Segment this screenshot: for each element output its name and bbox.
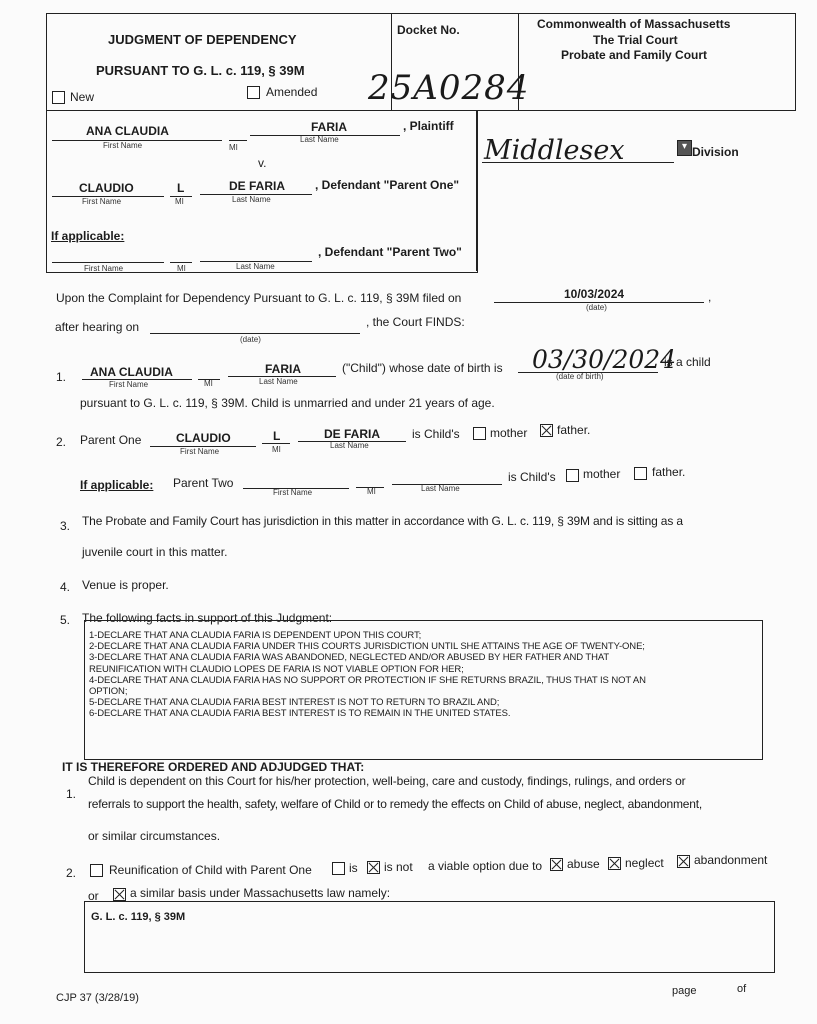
amended-label: Amended	[266, 85, 318, 99]
p1-mi: L	[273, 429, 281, 443]
form-title: JUDGMENT OF DEPENDENCY	[108, 32, 297, 47]
division-label: Division	[692, 145, 739, 159]
parent-one-last-name: DE FARIA	[229, 179, 286, 193]
f3-line1: The Probate and Family Court has jurisdiction in this matter in accordance with G. L. c. 119, § 39M and is sitting as a	[82, 514, 683, 528]
fact-line: REUNIFICATION WITH CLAUDIO LOPES DE FARIA IS NOT VIABLE OPTION FOR HER;	[89, 663, 464, 675]
page-label: page	[672, 985, 697, 997]
parent-two-role: , Defendant "Parent Two"	[318, 245, 462, 259]
similar-basis-checkbox[interactable]	[113, 888, 126, 901]
f1-text-b: is a child	[664, 355, 711, 369]
division-dropdown-icon[interactable]: ▾	[677, 140, 692, 156]
p2-father-checkbox[interactable]	[634, 467, 647, 480]
filed-date: 10/03/2024	[564, 287, 625, 301]
form-id: CJP 37 (3/28/19)	[56, 992, 139, 1004]
child-last-name: FARIA	[265, 362, 301, 376]
fact-line: 3-DECLARE THAT ANA CLAUDIA FARIA WAS ABANDONED, NEGLECTED AND/OR ABUSED BY HER FATHER AND THAT	[89, 652, 610, 664]
court-name-line3: Probate and Family Court	[561, 48, 708, 62]
f3-line2: juvenile court in this matter.	[82, 545, 228, 559]
o1-line2: referrals to support the health, safety, welfare of Child or to remedy the effects on Child of abuse, neglect, abandonment,	[88, 797, 702, 811]
orders-heading: IT IS THEREFORE ORDERED AND ADJUDGED THAT:	[62, 760, 365, 774]
versus: v.	[258, 156, 267, 170]
fact-line: 5-DECLARE THAT ANA CLAUDIA FARIA BEST INTEREST IS NOT TO RETURN TO BRAZIL AND;	[89, 697, 500, 709]
o2-text: Reunification of Child with Parent One	[109, 863, 312, 877]
fact-line: 4-DECLARE THAT ANA CLAUDIA FARIA HAS NO SUPPORT OR PROTECTION IF SHE RETURNS BRAZIL, THUS THAT IS NOT AN	[89, 674, 646, 686]
docket-label: Docket No.	[397, 23, 460, 37]
f1-line2: pursuant to G. L. c. 119, § 39M. Child is unmarried and under 21 years of age.	[80, 396, 495, 410]
child-dob: 03/30/2024	[532, 345, 677, 374]
neglect-checkbox[interactable]	[608, 857, 621, 870]
intro-line2-prefix: after hearing on	[55, 320, 140, 334]
child-first-name: ANA CLAUDIA	[90, 365, 173, 379]
parent-one-role: , Defendant "Parent One"	[315, 178, 460, 192]
amended-checkbox[interactable]	[247, 86, 260, 99]
p1-father-checkbox[interactable]	[540, 424, 553, 437]
parent-one-first-name: CLAUDIO	[79, 181, 134, 195]
f1-text-a: ("Child") whose date of birth is	[342, 361, 503, 375]
o1-line3: or similar circumstances.	[88, 829, 221, 843]
fact-line: 6-DECLARE THAT ANA CLAUDIA FARIA BEST INTEREST IS TO REMAIN IN THE UNITED STATES.	[89, 708, 511, 720]
basis-box[interactable]	[84, 901, 775, 973]
plaintiff-role: , Plaintiff	[403, 119, 454, 133]
intro-line2-suffix: , the Court FINDS:	[366, 315, 465, 329]
form-subtitle: PURSUANT TO G. L. c. 119, § 39M	[96, 63, 305, 78]
fact-line: 1-DECLARE THAT ANA CLAUDIA FARIA IS DEPENDENT UPON THIS COURT;	[89, 630, 422, 641]
p2-mother-checkbox[interactable]	[566, 469, 579, 482]
court-name-line1: Commonwealth of Massachusetts	[537, 17, 731, 31]
plaintiff-first-name: ANA CLAUDIA	[86, 124, 169, 138]
abuse-checkbox[interactable]	[550, 858, 563, 871]
p1-mother-checkbox[interactable]	[473, 427, 486, 440]
parent-one-mi: L	[177, 181, 185, 195]
fact-line: OPTION;	[89, 686, 128, 698]
is-checkbox[interactable]	[332, 862, 345, 875]
basis-text: G. L. c. 119, § 39M	[91, 911, 186, 923]
division-handwritten: Middlesex	[484, 135, 625, 166]
docket-number: 25A0284	[368, 68, 530, 108]
of-label: of	[737, 983, 747, 995]
abandonment-checkbox[interactable]	[677, 855, 690, 868]
if-applicable-label: If applicable:	[51, 229, 125, 243]
is-not-checkbox[interactable]	[367, 861, 380, 874]
f4-text: Venue is proper.	[82, 578, 169, 592]
new-label: New	[70, 90, 95, 104]
similar-basis-text: a similar basis under Massachusetts law namely:	[130, 886, 391, 900]
new-checkbox[interactable]	[52, 91, 65, 104]
p1-first-name: CLAUDIO	[176, 431, 231, 445]
f5-text: The following facts in support of this Judgment:	[82, 611, 333, 625]
reunification-checkbox[interactable]	[90, 864, 103, 877]
fact-line: 2-DECLARE THAT ANA CLAUDIA FARIA UNDER THIS COURTS JURISDICTION UNTIL SHE ATTAINS THE AGE OF TWENTY-ONE;	[89, 641, 645, 653]
court-name-line2: The Trial Court	[593, 33, 678, 47]
intro-line1: Upon the Complaint for Dependency Pursuant to G. L. c. 119, § 39M filed on	[56, 291, 462, 305]
plaintiff-last-name: FARIA	[311, 120, 347, 134]
facts-text	[89, 630, 646, 720]
o1-line1: Child is dependent on this Court for his/her protection, well-being, care and custody, findings, rulings, and orders or	[88, 774, 686, 788]
p1-last-name: DE FARIA	[324, 427, 381, 441]
